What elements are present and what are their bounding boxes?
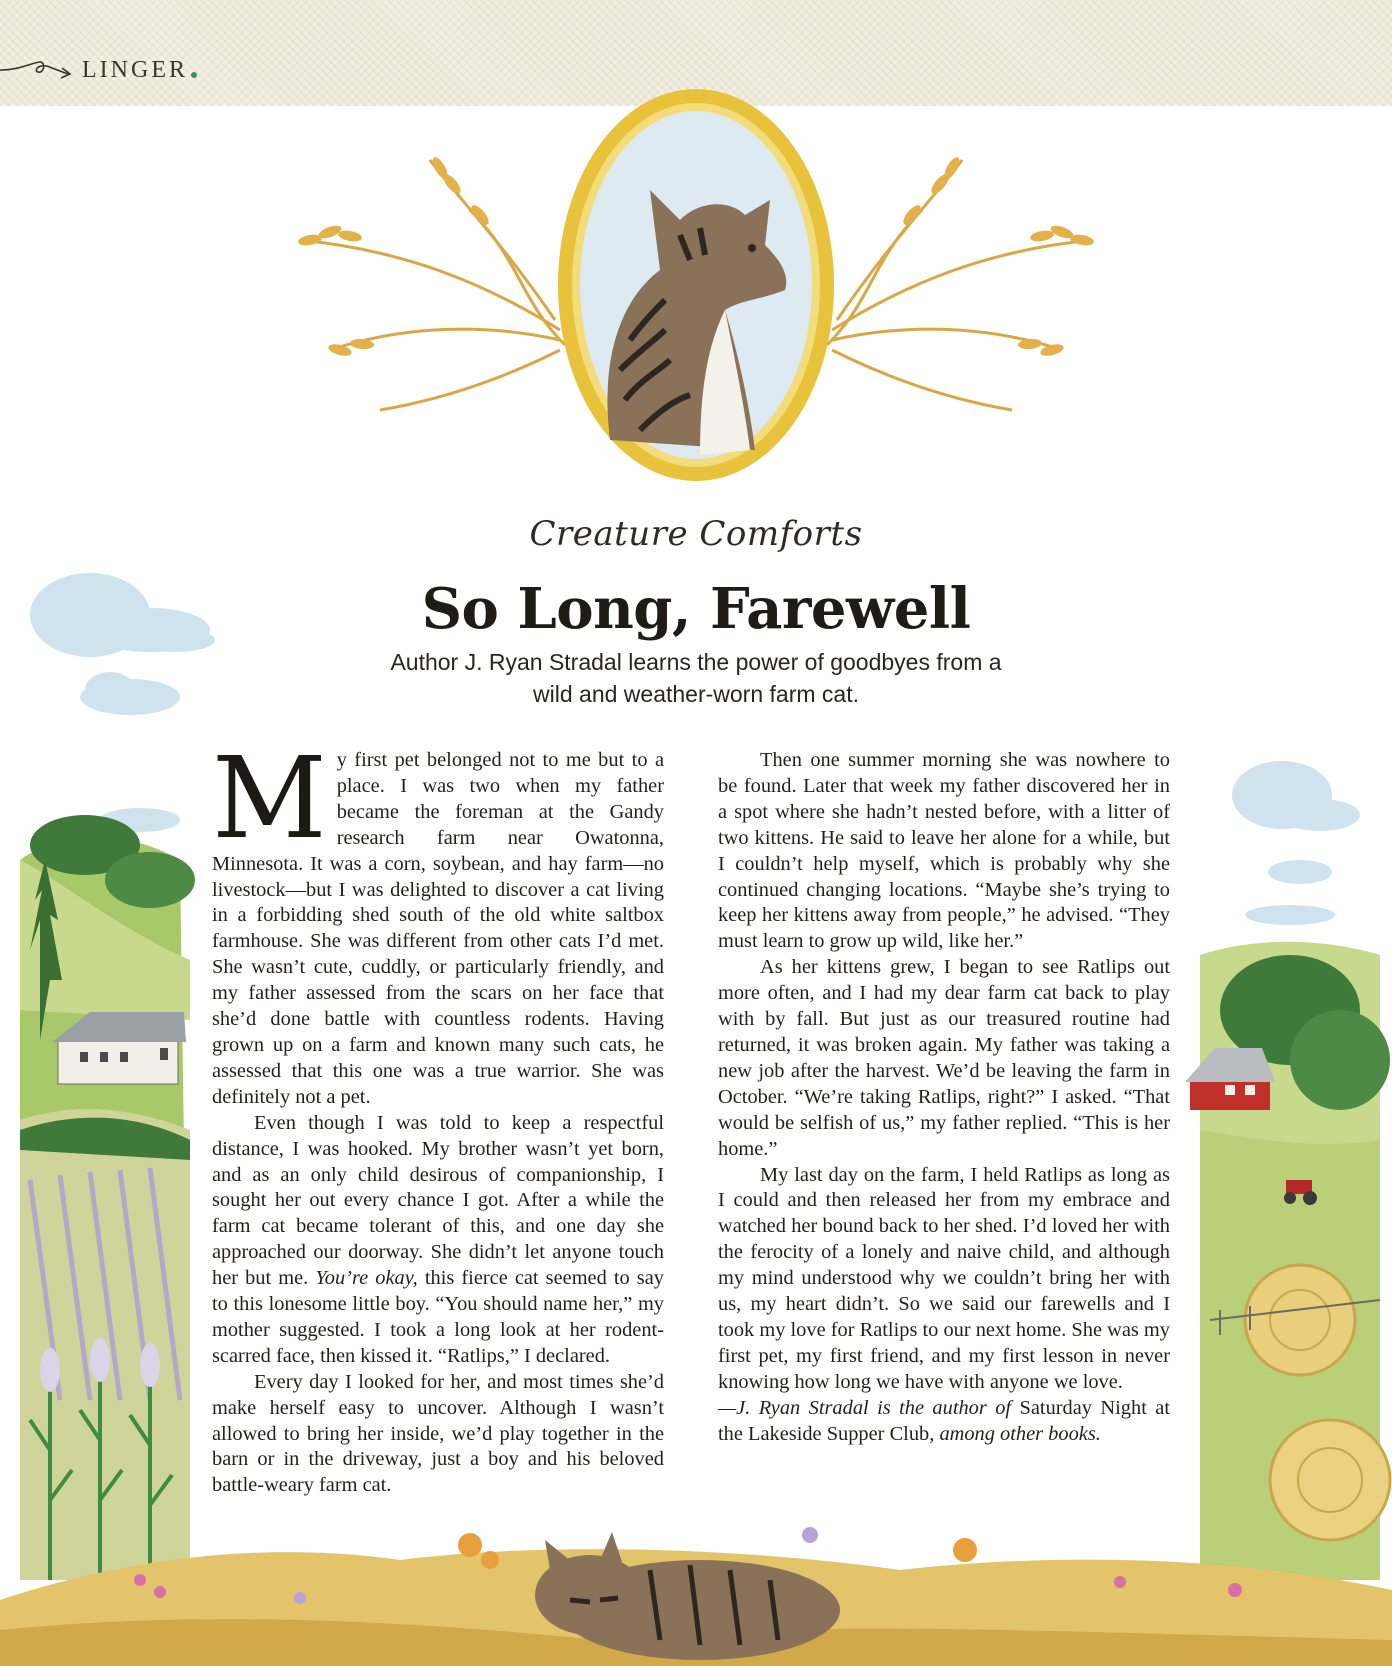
byline-lead: —J. Ryan Stradal is the author of [718, 1396, 1012, 1419]
wheat-right-illustration [827, 160, 1092, 410]
byline-tail: among other books. [939, 1422, 1101, 1445]
left-farm-illustration [20, 815, 195, 1580]
wheat-left-illustration [300, 160, 565, 410]
paragraph-emphasis: You’re okay, [315, 1267, 418, 1290]
article-paragraph: Then one summer morning she was nowhere to be found. Later that week my father discovered her in a spot where she hadn’t nested before, with a litter of two kittens. He said to leave her alone for a while, but I couldn’t help myself, which is probably why she continued changing locations. “Maybe she’s trying to keep her kittens away from people,” he advised. “They must learn to grow up wild, like her.” [718, 749, 1170, 953]
article-column-left [212, 734, 664, 1499]
byline-book-title: Saturday Night at the Lakeside Supper Club, [718, 1396, 1170, 1445]
section-label-text: LINGER [82, 56, 188, 83]
author-byline [718, 1396, 1170, 1448]
article-title: So Long, Farewell [421, 576, 971, 642]
paragraph-text: Even though I was told to keep a respectful distance, I was hooked. My brother wasn’t yet born, and as an only child desirous of companionship, I sought her out every chance I got. After a while the farm cat became tolerant of this, and one day she approached our doorway. She didn’t let anyone touch her but me. [212, 1111, 664, 1290]
article-kicker: Creature Comforts [529, 514, 863, 554]
article-paragraph: As her kittens grew, I began to see Ratlips out more often, and I had my dear farm cat back to play with by fall. But just as our treasured routine had returned, it was broken again. My father was taking a new job after the harvest. We’d be leaving the farm in October. “We’re taking Ratlips, right?” I asked. “That would be selfish of us,” my father replied. “This is her home.” [718, 956, 1170, 1160]
paragraph-text: this fierce cat seemed to say to this lonesome little boy. “You should name her,” my mother suggested. I took a long look at her rodent-scarred face, then kissed it. “Ratlips,” I declared. [212, 1267, 664, 1367]
drop-cap: M [212, 734, 327, 864]
paragraph-text: y first pet belonged not to me but to a place. I was two when my father became the foreman at the Gandy research farm near Owatonna, Minnesota. It was a corn, soybean, and hay farm—no livestock—but I was delighted to discover a cat living in a forbidding shed south of the old white saltbox farmhouse. She was different from other cats I’d met. She wasn’t cute, cuddly, or particularly friendly, and my father assessed from the scars on her face that she’d done battle with countless rodents. Having grown up on a farm and known many such cats, he assessed that this one was a true warrior. She was definitely not a pet. [212, 749, 664, 1108]
article-column-right [718, 748, 1170, 1447]
article-paragraph: My last day on the farm, I held Ratlips as long as I could and then released her from my embrace and watched her bound back to her shed. I’d loved her with the ferocity of a lonely and naive child, and although my mind understood why we couldn’t bring her with us, my heart didn’t. So we said our farewells and I took my love for Ratlips to our next home. She was my first pet, my first friend, and my first lesson in never knowing how long we have with anyone we love. [718, 1163, 1170, 1393]
article-paragraph: Every day I looked for her, and most times she’d make herself easy to uncover. Although I wasn’t allowed to bring her inside, we’d play together in the barn or in the driveway, just a boy and his beloved battle-weary farm cat. [212, 1370, 664, 1497]
article-paragraph [212, 734, 664, 1111]
article-paragraph [212, 1111, 664, 1370]
cat-portrait-illustration [558, 89, 834, 481]
article-dek: Author J. Ryan Stradal learns the power of goodbyes from a wild and weather-worn farm cat. [390, 649, 1002, 707]
right-farm-illustration [1185, 942, 1390, 1580]
